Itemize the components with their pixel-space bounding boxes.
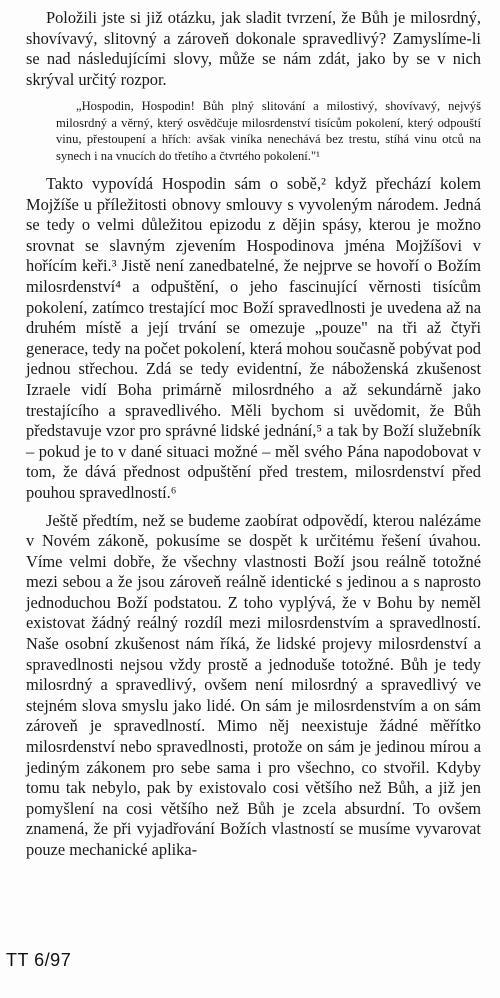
- intro-paragraph: Položili jste si již otázku, jak sladit tvrzení, že Bůh je milosrdný, shovívavý, slitovný a zároveň dokonale spravedlivý? Zamyslíme-li se nad následujícími slovy, může se nám zdát, jako by se v nich skrýval určitý rozpor.: [26, 8, 481, 89]
- commentary-paragraph: Takto vypovídá Hospodin sám o sobě,² když přechází kolem Mojžíše u příležitosti obnovy smlouvy s vyvoleným národem. Jedná se tedy o velmi důležitou epizodu z dějin spásy, kterou je možno srovnat se slavným zjevením Hospodinova jména Mojžíšovi v hořícím keři.³ Jistě není zanedbatelné, že nejprve se hovoří o Božím milosrdenství⁴ a odpuštění, o jeho fascinující věrnosti tisícům pokolení, zatímco trestající moc Boží spravedlnosti je uvedena až na druhém místě a její trvání se omezuje „pouze" na tři až čtyři generace, tedy na počet pokolení, která mohou současně pobývat pod jednou střechou. Zdá se tedy evidentní, že náboženská zkušenost Izraele vidí Boha primárně milosrdného a až sekundárně jako trestajícího a spravedlivého. Měli bychom si uvědomit, že Bůh představuje vzor pro správné lidské jednání,⁵ a tak by Boží služebník – pokud je to v dané situaci možné – měl svého Pána napodobovat v tom, že dává přednost odpuštění před trestem, milosrdenství před pouhou spravedlností.⁶: [26, 174, 481, 502]
- body-text-column: [26, 8, 481, 861]
- issue-label: TT 6/97: [6, 950, 72, 970]
- reflection-paragraph: Ještě předtím, než se budeme zaobírat odpovědí, kterou nalézáme v Novém zákoně, pokusíme se dospět k určitému řešení úvahou. Víme velmi dobře, že všechny vlastnosti Boží jsou reálně totožné mezi sebou a že jsou zároveň reálně identické s jedinou a s naprosto jednoduchou Boží podstatou. Z toho vyplývá, že v Bohu by neměl existovat žádný reálný rozdíl mezi milosrdenstvím a spravedlností. Naše osobní zkušenost nám říká, že lidské projevy milosrdenství a spravedlnosti nejsou vždy prostě a jednoduše totožné. Bůh je tedy milosrdný a spravedlivý, ovšem není milosrdný a spravedlivý ve stejném slova smyslu jako lidé. On sám je milosrdenstvím a on sám zároveň je spravedlností. Mimo něj neexistuje žádné měřítko milosrdenství nebo spravedlnosti, protože on sám je jedinou mírou a jediným zákonem pro sebe sama i pro všechno, co stvořil. Kdyby tomu tak nebylo, pak by existovalo cosi většího než Bůh, a již jen pomyšlení na cosi většího než Bůh je zcela absurdní. To ovšem znamená, že při vyjadřování Božích vlastností se musíme vyvarovat pouze mechanické aplika-: [26, 510, 481, 859]
- scripture-quote: „Hospodin, Hospodin! Bůh plný slitování a milostivý, shovívavý, nejvýš milosrdný a věrný, který osvědčuje milosrdenství tisícům pokolení, který odpouští vinu, přestoupení a hříchː avšak viníka nenechává bez trestu, stíhá vinu otců na synech i na vnucích do třetího a čtvrtého pokolení."¹: [56, 99, 481, 163]
